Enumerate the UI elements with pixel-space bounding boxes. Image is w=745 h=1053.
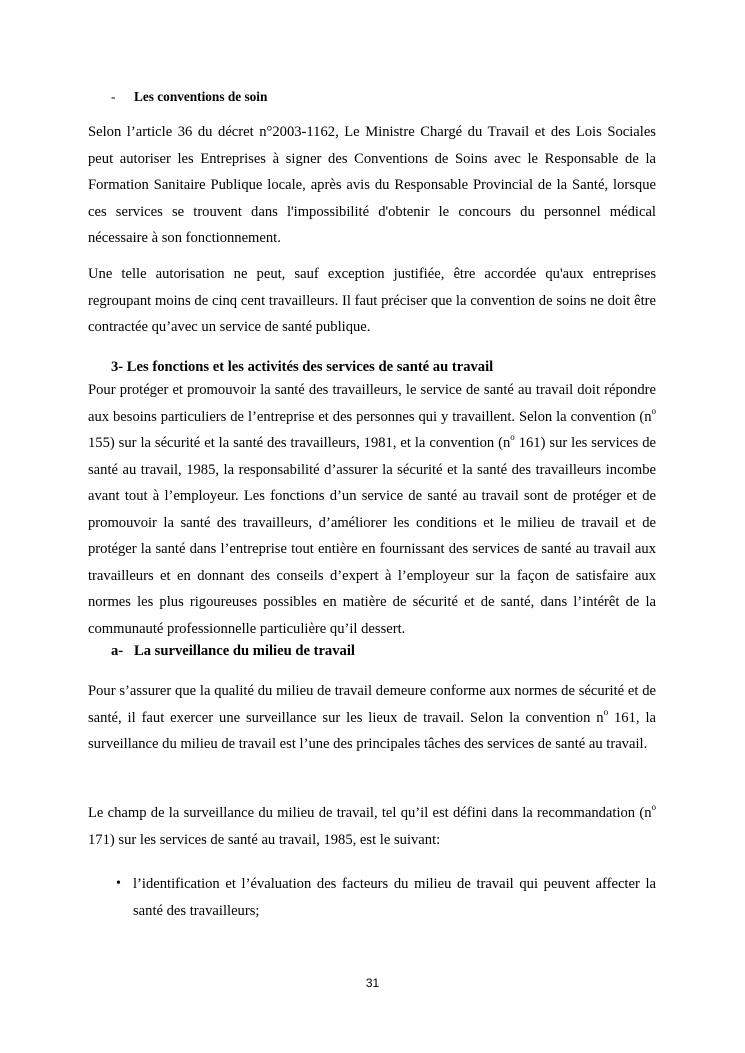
paragraph-fonctions: Pour protéger et promouvoir la santé des travailleurs, le service de santé au travail doit répondre aux besoins particuliers de l’entreprise et des personnes qui y travaillent. Selon la convention ($n^o$ 155) sur la sécurité et la santé des travailleurs, 1981, et la convention ($n^o$ 161) sur les services de santé au travail, 1985, la responsabilité d’assurer la sécurité et la santé des travailleurs incombe avant tout à l’employeur. Les fonctions d’un service de santé au travail sont de protéger et de promouvoir la santé des travailleurs, d’améliorer les conditions et le milieu de travail et de protéger la santé dans l’entreprise tout entière en fournissant des services de santé au travail aux travailleurs et en donnant des conseils d’expert à l’employeur sur la façon de satisfaire aux normes les plus rigoureuses possibles en matière de sécurité et de santé, dans l’intérêt de la communauté professionnelle particulière qu’il dessert. xyxy=(88,382,656,637)
subheading-label: Les conventions de soin xyxy=(134,89,268,104)
list-item-text: l’identification et l’évaluation des facteurs du milieu de travail qui peuvent affecter la santé des travailleurs; xyxy=(133,876,656,919)
dash-marker: - xyxy=(111,89,116,104)
paragraph-autorisation: Une telle autorisation ne peut, sauf exception justifiée, être accordée qu'aux entreprises regroupant moins de cinq cent travailleurs. Il faut préciser que la convention de soins ne doit être contractée qu’avec un service de santé publique. xyxy=(88,266,656,335)
paragraph-surveillance: Pour s’assurer que la qualité du milieu de travail demeure conforme aux normes de sécurité et de santé, il faut exercer une surveillance sur les lieux de travail. Selon la convention $n^o$ 161, la surveillance du milieu de travail est l’une des principales tâches des services de santé au travail. xyxy=(88,683,656,752)
list-item xyxy=(88,871,656,924)
bullet-marker: • xyxy=(116,876,121,891)
subsection-heading-a xyxy=(111,641,355,661)
paragraph-article-36: Selon l’article 36 du décret n°2003-1162, Le Ministre Chargé du Travail et des Lois Sociales peut autoriser les Entreprises à signer des Conventions de Soins avec le Responsable de la Formation Sanitaire Publique locale, après avis du Responsable Provincial de la Santé, lorsque ces services se trouvent dans l'impossibilité d'obtenir le concours du personnel médical nécessaire à son fonctionnement. xyxy=(88,124,656,246)
section-subheading-conventions xyxy=(111,89,267,105)
page-number: 31 xyxy=(365,976,380,990)
paragraph-champ: Le champ de la surveillance du milieu de travail, tel qu’il est défini dans la recommandation ($n^o$ 171) sur les services de santé au travail, 1985, est le suivant: xyxy=(88,802,656,848)
subsection-marker: a- xyxy=(111,643,124,659)
section-heading-3: 3- Les fonctions et les activités des services de santé au travail xyxy=(111,359,494,375)
subsection-label: La surveillance du milieu de travail xyxy=(134,643,355,659)
